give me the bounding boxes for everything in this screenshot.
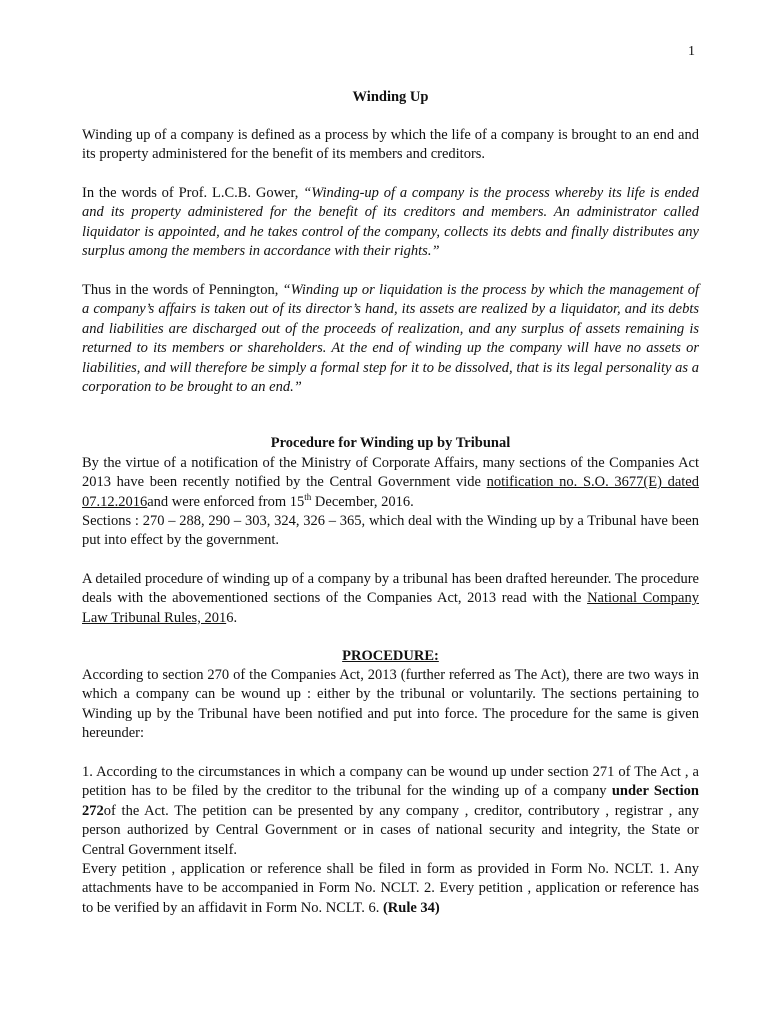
paragraph-section-270: According to section 270 of the Companies Act, 2013 (further referred as The Act), there are two ways in which a company can be wound up : either by the tribunal or voluntarily. The sections pertaining to Winding up by the Tribunal have been notified and put into force. The procedure for the same is given hereunder: <box>82 667 699 742</box>
paragraph-step-1 <box>82 763 699 860</box>
paragraph-petition-forms <box>82 860 699 918</box>
enforced-date-text: December, 2016. <box>311 493 414 510</box>
paragraph-pennington <box>82 281 699 397</box>
paragraph-notification <box>82 454 699 512</box>
notification-text: By the virtue of a notification of the Ministry of Corporate Affairs, many sections of the Companies Act 2013 have been recently notified by the Central Government vide <box>82 455 699 491</box>
petition-forms-text: Every petition , application or reference shall be filed in form as provided in Form No. NCLT. 1. Any attachments have to be accompanied in Form No. NCLT. 2. Every petition , application or reference has to be verified by an affidavit in Form No. NCLT. 6. <box>82 861 699 916</box>
paragraph-gower <box>82 184 699 262</box>
gower-quote: “Winding-up of a company is the process whereby its life is ended and its property administered for the benefit of its creditors and members. An administrator called liquidator is appointed, and he takes control of the company, collects its debts and finally distributes any surplus among the members in accordance with their rights.” <box>82 185 699 260</box>
procedure-text-end: 6. <box>226 609 238 626</box>
paragraph-sections: Sections : 270 – 288, 290 – 303, 324, 326 – 365, which deal with the Winding up by a Tribunal have been put into effect by the government. <box>82 513 699 549</box>
enforced-text: and were enforced from 15 <box>147 493 305 510</box>
section-heading-tribunal: Procedure for Winding up by Tribunal <box>270 435 511 451</box>
section-272-reference: under Section 272 <box>82 783 699 819</box>
document-title: Winding Up <box>352 89 429 105</box>
nclt-rules-link[interactable]: National Company Law Tribunal Rules, 201 <box>82 590 699 626</box>
procedure-heading: PROCEDURE: <box>342 648 439 664</box>
page-number: 1 <box>688 44 695 59</box>
step-1-text-end: of the Act. The petition can be presented by any company , creditor, contributory , registrar , any person authorized by Central Government or in cases of national security and integrity, the State or Central Government itself. <box>82 802 699 858</box>
procedure-text: A detailed procedure of winding up of a company by a tribunal has been drafted hereunder. The procedure deals with the abovementioned sections of the Companies Act, 2013 read with the <box>82 571 699 607</box>
pennington-lead: Thus in the words of Pennington, <box>82 282 283 298</box>
notification-link[interactable]: notification no. S.O. 3677(E) dated 07.12.2016 <box>82 474 699 510</box>
rule-34-reference: (Rule 34) <box>382 899 440 916</box>
ordinal-suffix: th <box>304 491 312 502</box>
gower-lead: In the words of Prof. L.C.B. Gower, <box>82 185 304 201</box>
step-1-text: 1. According to the circumstances in which a company can be wound up under section 271 of The Act , a petition has to be filed by the creditor to the tribunal for the winding up of a company <box>82 764 699 800</box>
paragraph-detailed-procedure <box>82 570 699 628</box>
paragraph-definition: Winding up of a company is defined as a process by which the life of a company is brought to an end and its property administered for the benefit of its members and creditors. <box>82 127 699 163</box>
pennington-quote: “Winding up or liquidation is the process by which the management of a company’s affairs is taken out of its director’s hand, its assets are realized by a liquidator, and its debts and liabilities are discharged out of the proceeds of realization, and any surplus of assets remaining is returned to its members or shareholders. At the end of winding up the company will have no assets or liabilities, and will therefore be simply a formal step for it to be dissolved, that is its legal personality as a corporation to be brought to an end.” <box>82 282 699 396</box>
